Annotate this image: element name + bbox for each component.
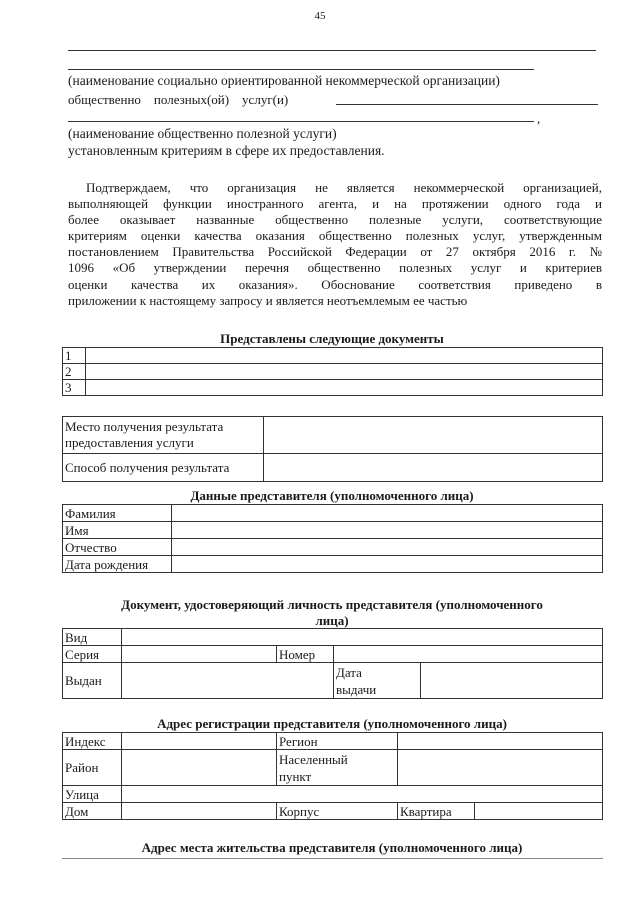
org-name-line-2 xyxy=(68,69,534,70)
house-value[interactable] xyxy=(122,803,277,820)
identity-doc-title-line: лица) xyxy=(315,613,349,628)
service-caption: (наименование общественно полезной услуги) xyxy=(68,126,337,141)
patronymic-value[interactable] xyxy=(172,539,603,556)
residence-separator-line xyxy=(62,858,603,859)
index-label: Индекс xyxy=(63,733,122,750)
documents-title: Представлены следующие документы xyxy=(220,331,444,346)
document-row-number: 2 xyxy=(63,364,86,380)
registration-table xyxy=(62,732,603,820)
representative-title: Данные представителя (уполномоченного лица) xyxy=(190,488,474,503)
doc-number-value[interactable] xyxy=(334,646,603,663)
document-row-number: 3 xyxy=(63,380,86,396)
paragraph-line: более оказывает названные общественно полезные услуги, соответствующие xyxy=(68,212,602,228)
doc-series-label: Серия xyxy=(63,646,122,663)
org-name-line-1 xyxy=(68,50,596,51)
doc-kind-label: Вид xyxy=(63,629,122,646)
building-label: Корпус xyxy=(277,803,398,820)
document-row-value[interactable] xyxy=(86,364,603,380)
service-name-line[interactable] xyxy=(68,121,534,122)
identity-doc-title-line: Документ, удостоверяющий личность представителя (уполномоченного xyxy=(121,597,543,612)
apartment-value[interactable] xyxy=(475,803,603,820)
apartment-label: Квартира xyxy=(398,803,475,820)
document-row-value[interactable] xyxy=(86,380,603,396)
doc-number-label: Номер xyxy=(277,646,334,663)
street-label: Улица xyxy=(63,786,122,803)
doc-issue-date-label-line: Дата xyxy=(336,664,362,680)
locality-label xyxy=(277,750,398,786)
doc-issued-label: Выдан xyxy=(63,663,122,699)
district-label: Район xyxy=(63,750,122,786)
birth-date-value[interactable] xyxy=(172,556,603,573)
comma-mark: , xyxy=(537,111,541,126)
doc-issued-value[interactable] xyxy=(122,663,334,699)
document-row-value[interactable] xyxy=(86,348,603,364)
residence-title: Адрес места жительства представителя (уполномоченного лица) xyxy=(141,840,523,855)
surname-value[interactable] xyxy=(172,505,603,522)
district-value[interactable] xyxy=(122,750,277,786)
services-fill-line[interactable] xyxy=(336,104,598,105)
doc-kind-value[interactable] xyxy=(122,629,603,646)
documents-table xyxy=(62,347,603,396)
confirmation-paragraph xyxy=(68,180,602,309)
registration-title: Адрес регистрации представителя (уполномоченного лица) xyxy=(157,716,507,731)
result-method-label: Способ получения результата xyxy=(63,454,264,482)
result-place-value[interactable] xyxy=(264,417,603,454)
paragraph-line: выполняющей функции иностранного агента, и на протяжении одного года и xyxy=(68,196,602,212)
doc-issue-date-label xyxy=(334,663,421,699)
services-label: общественно полезных(ой) услуг(и) xyxy=(68,92,289,107)
locality-value[interactable] xyxy=(398,750,603,786)
org-caption: (наименование социально ориентированной некоммерческой организации) xyxy=(68,73,500,88)
identity-doc-table xyxy=(62,628,603,699)
doc-series-value[interactable] xyxy=(122,646,277,663)
patronymic-label: Отчество xyxy=(63,539,172,556)
page-number: 45 xyxy=(314,10,326,22)
paragraph-line: постановлением Правительства Российской Федерации от 27 октября 2016 г. № xyxy=(68,244,602,260)
result-place-label xyxy=(63,417,264,454)
doc-issue-date-value[interactable] xyxy=(421,663,603,699)
region-value[interactable] xyxy=(398,733,603,750)
identity-doc-title xyxy=(62,597,602,629)
paragraph-line: критериям оценки качества оказания общественно полезных услуг, утвержденным xyxy=(68,228,602,244)
result-method-value[interactable] xyxy=(264,454,603,482)
paragraph-line: оценки качества их оказания». Обоснование соответствия приведено в xyxy=(68,276,602,292)
region-label: Регион xyxy=(277,733,398,750)
paragraph-line: 1096 «Об утверждении перечня общественно полезных услуг и критериев xyxy=(68,260,602,276)
first-name-label: Имя xyxy=(63,522,172,539)
paragraph-line: приложении к настоящему запросу и является неотъемлемым ее частью xyxy=(68,292,468,308)
first-name-value[interactable] xyxy=(172,522,603,539)
street-value[interactable] xyxy=(122,786,603,803)
house-label: Дом xyxy=(63,803,122,820)
representative-table xyxy=(62,504,603,573)
result-place-label-line: предоставления услуги xyxy=(65,435,194,450)
index-value[interactable] xyxy=(122,733,277,750)
birth-date-label: Дата рождения xyxy=(63,556,172,573)
document-row-number: 1 xyxy=(63,348,86,364)
criteria-text: установленным критериям в сфере их предоставления. xyxy=(68,143,385,158)
surname-label: Фамилия xyxy=(63,505,172,522)
result-place-label-line: Место получения результата xyxy=(65,419,224,434)
paragraph-line: Подтверждаем, что организация не является некоммерческой организацией, xyxy=(86,180,602,195)
result-table xyxy=(62,416,603,482)
locality-label-line: Населенный xyxy=(279,751,348,767)
locality-label-line: пункт xyxy=(279,768,312,784)
doc-issue-date-label-line: выдачи xyxy=(336,681,377,697)
